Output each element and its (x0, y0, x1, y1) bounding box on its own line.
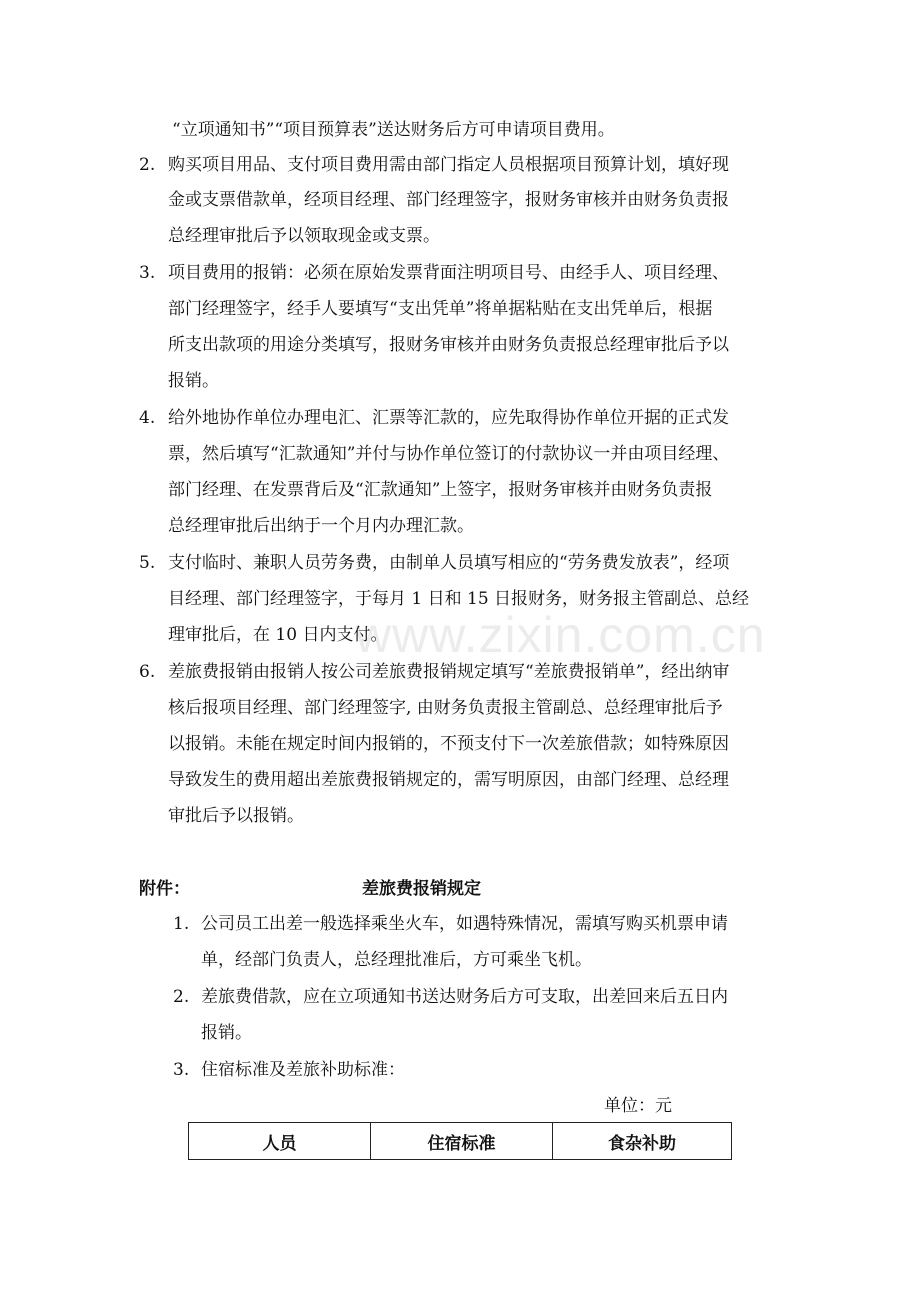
item-3-number: 3. (139, 263, 156, 283)
table-header-row (189, 1123, 732, 1160)
standards-table (188, 1122, 732, 1160)
item-6-line-1: 差旅费报销由报销人按公司差旅费报销规定填写“差旅费报销单”，经出纳审 (168, 662, 730, 682)
item-6-line-3: 以报销。未能在规定时间内报销的，不预支付下一次差旅借款；如特殊原因 (168, 734, 729, 754)
item-2-line-1: 购买项目用品、支付项目费用需由部门指定人员根据项目预算计划，填好现 (168, 155, 729, 175)
item-4-line-4: 总经理审批后出纳于一个月内办理汇款。 (168, 516, 474, 536)
item-6-line-5: 审批后予以报销。 (168, 806, 304, 826)
item-4-line-1: 给外地协作单位办理电汇、汇票等汇款的，应先取得协作单位开据的正式发 (168, 408, 729, 428)
item-4-line-3: 部门经理、在发票背后及“汇款通知”上签字，报财务审核并由财务负责报 (168, 480, 713, 500)
appendix-item-3-number: 3. (173, 1060, 190, 1080)
item-6-number: 6. (139, 662, 156, 682)
item-5-number: 5. (139, 553, 156, 573)
header-personnel: 人员 (189, 1123, 371, 1160)
item-2-number: 2. (139, 155, 156, 175)
item-6-line-4: 导致发生的费用超出差旅费报销规定的，需写明原因，由部门经理、总经理 (168, 770, 729, 790)
appendix-title: 差旅费报销规定 (362, 879, 481, 899)
item-1-line-1: “立项通知书”“项目预算表”送达财务后方可申请项目费用。 (172, 120, 615, 140)
watermark: www.zixin.com.cn (355, 607, 766, 663)
item-3-line-4: 报销。 (168, 371, 219, 391)
appendix-item-3-line-1: 住宿标准及差旅补助标准： (201, 1060, 405, 1080)
header-accommodation: 住宿标准 (371, 1123, 553, 1160)
item-5-line-3: 理审批后，在 10 日内支付。 (168, 625, 388, 645)
item-5-line-1: 支付临时、兼职人员劳务费，由制单人员填写相应的“劳务费发放表”，经项 (168, 553, 730, 573)
header-meal-allowance: 食杂补助 (553, 1123, 732, 1160)
appendix-item-1-number: 1. (173, 914, 190, 934)
item-3-line-3: 所支出款项的用途分类填写，报财务审核并由财务负责报总经理审批后予以 (168, 335, 729, 355)
unit-label: 单位：元 (604, 1096, 672, 1116)
appendix-item-2-line-2: 报销。 (201, 1023, 252, 1043)
appendix-item-1-line-2: 单，经部门负责人，总经理批准后，方可乘坐飞机。 (201, 950, 592, 970)
appendix-item-1-line-1: 公司员工出差一般选择乘坐火车，如遇特殊情况，需填写购买机票申请 (201, 914, 728, 934)
item-2-line-3: 总经理审批后予以领取现金或支票。 (168, 226, 440, 246)
item-5-line-2: 目经理、部门经理签字，于每月 1 日和 15 日报财务，财务报主管副总、总经 (168, 589, 750, 609)
appendix-item-2-line-1: 差旅费借款，应在立项通知书送达财务后方可支取，出差回来后五日内 (201, 987, 728, 1007)
item-3-line-2: 部门经理签字，经手人要填写“支出凭单”将单据粘贴在支出凭单后，根据 (168, 299, 713, 319)
item-2-line-2: 金或支票借款单，经项目经理、部门经理签字，报财务审核并由财务负责报 (168, 190, 729, 210)
item-4-line-2: 票，然后填写“汇款通知”并付与协作单位签订的付款协议一并由项目经理、 (168, 444, 730, 464)
item-3-line-1: 项目费用的报销：必须在原始发票背面注明项目号、由经手人、项目经理、 (168, 263, 729, 283)
item-4-number: 4. (139, 408, 156, 428)
appendix-label: 附件： (139, 879, 190, 899)
item-6-line-2: 核后报项目经理、部门经理签字, 由财务负责报主管副总、总经理审批后予 (168, 698, 723, 718)
appendix-item-2-number: 2. (173, 987, 190, 1007)
